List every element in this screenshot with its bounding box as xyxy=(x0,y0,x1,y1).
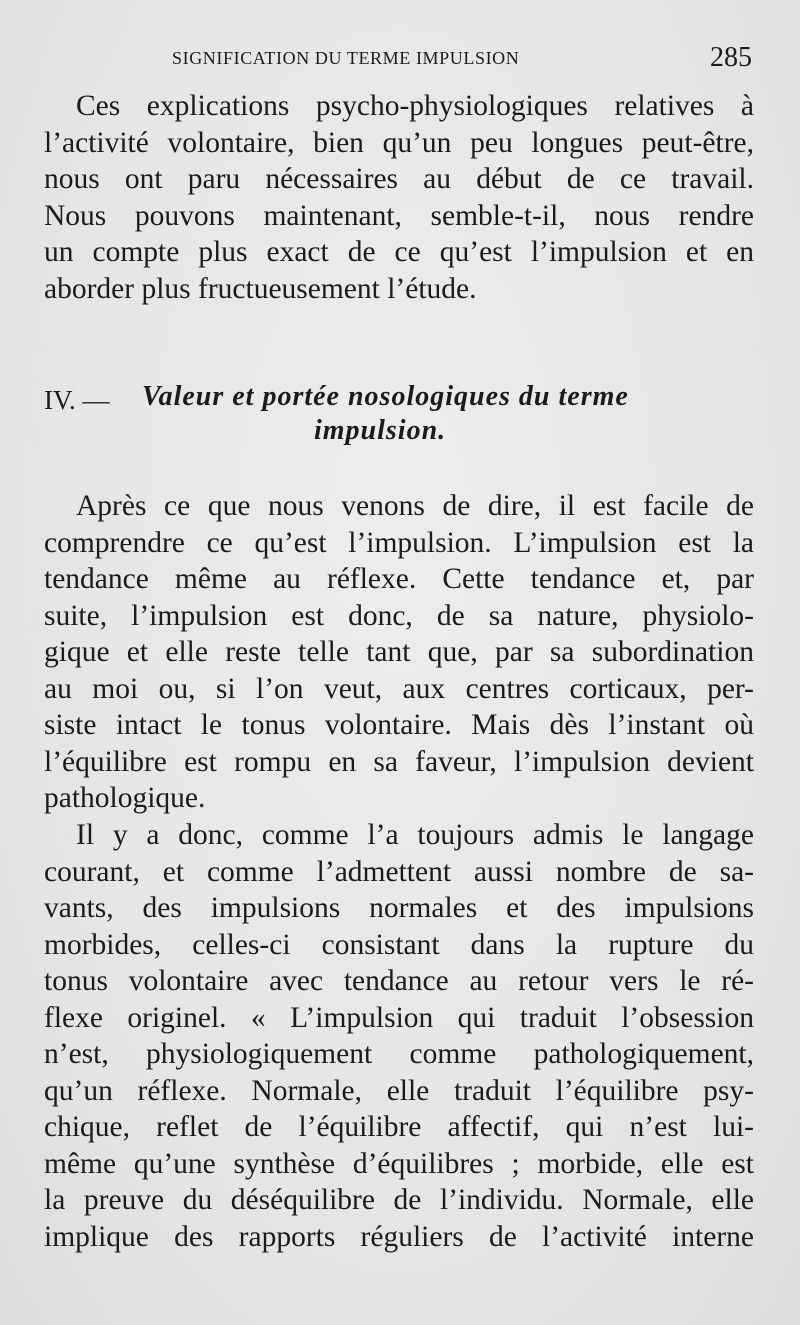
text-line: tendance même au réflexe. Cette tendance et, par xyxy=(44,563,754,595)
text-line: gique et elle reste telle tant que, par sa subordination xyxy=(44,636,754,668)
text-line: courant, et comme l’admettent aussi nombre de sa- xyxy=(44,855,754,888)
text-line: Il y a donc, comme l’a toujours admis le langage xyxy=(76,819,754,851)
text-line: Nous pouvons maintenant, semble-t-il, nous rendre xyxy=(44,199,754,232)
page-number: 285 xyxy=(710,42,752,73)
text-line: implique des rapports réguliers de l’activité interne xyxy=(44,1220,754,1253)
text-line: la preuve du déséquilibre de l’individu. Normale, elle xyxy=(44,1184,754,1216)
text-line: vants, des impulsions normales et des impulsions xyxy=(44,892,754,924)
text-line: nous ont paru nécessaires au début de ce travail. xyxy=(44,163,754,195)
paragraph-3 xyxy=(44,817,754,1255)
text-line: l’équilibre est rompu en sa faveur, l’impulsion devient xyxy=(44,745,754,778)
text-line: qu’un réflexe. Normale, elle traduit l’équilibre psy- xyxy=(44,1074,754,1107)
text-line: tonus volontaire avec tendance au retour vers le ré- xyxy=(44,965,754,997)
text-line: un compte plus exact de ce qu’est l’impulsion et en xyxy=(44,236,754,268)
text-line: siste intact le tonus volontaire. Mais dès l’instant où xyxy=(44,709,754,741)
text-line: au moi ou, si l’on veut, aux centres corticaux, per- xyxy=(44,672,754,705)
section-title-line-2: impulsion. xyxy=(314,415,447,446)
text-line: Ces explications psycho-physiologiques relatives à xyxy=(76,90,754,122)
text-line: comprendre ce qu’est l’impulsion. L’impulsion est la xyxy=(44,526,754,559)
running-head xyxy=(172,42,752,76)
text-line: l’activité volontaire, bien qu’un peu longues peut-être, xyxy=(44,126,754,159)
text-line: même qu’une synthèse d’équilibres ; morbide, elle est xyxy=(44,1147,754,1180)
text-line: aborder plus fructueusement l’étude. xyxy=(44,272,477,305)
paragraph-2 xyxy=(44,488,754,817)
text-line: Après ce que nous venons de dire, il est facile de xyxy=(76,490,754,522)
text-line: flexe originel. « L’impulsion qui traduit l’obsession xyxy=(44,1001,754,1034)
section-number: IV. — xyxy=(44,385,110,415)
text-line: chique, reflet de l’équilibre affectif, qui n’est lui- xyxy=(44,1111,754,1143)
text-line: n’est, physiologiquement comme pathologiquement, xyxy=(44,1038,754,1070)
section-title-line-1: Valeur et portée nosologiques du terme xyxy=(142,381,629,412)
text-line: morbides, celles-ci consistant dans la rupture du xyxy=(44,928,754,961)
text-line: suite, l’impulsion est donc, de sa nature, physiolo- xyxy=(44,599,754,632)
running-title: SIGNIFICATION DU TERME IMPULSION xyxy=(172,48,520,68)
paragraph-1 xyxy=(44,88,754,307)
text-line: pathologique. xyxy=(44,782,206,814)
